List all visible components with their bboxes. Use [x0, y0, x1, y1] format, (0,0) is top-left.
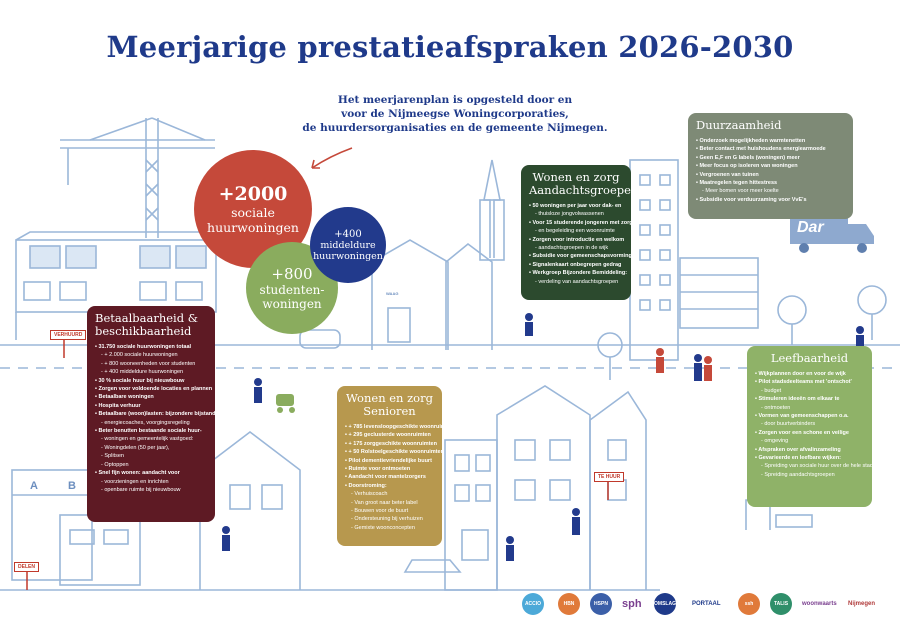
list-item: • + 50 Rolstoelgeschikte woonruimten: [345, 448, 434, 456]
list-item: • Signalenkaart onbegrepen gedrag: [529, 261, 623, 269]
circle-label: huurwoningen: [313, 250, 383, 262]
mid-rent-circle: [310, 207, 386, 283]
list-item: • Beter benutten bestaande sociale huur-: [95, 427, 207, 435]
partner-logo: [770, 592, 792, 616]
intro-text: [300, 93, 610, 135]
partner-logo: [622, 592, 642, 616]
logo-icon: sph: [622, 598, 642, 610]
list-item: - Spreiding van sociale huur over de hele stad: [755, 462, 864, 470]
list-item: • Pilot dementievriendelijke buurt: [345, 457, 434, 465]
list-item: • Vormen van gemeenschappen o.a.: [755, 412, 864, 420]
list-item: • Afspraken over afvalinzameling: [755, 446, 864, 454]
list-item: - woningen en gemeentelijk vastgoed:: [95, 435, 207, 443]
list-item: • Geen E,F en G labels (woningen) meer: [696, 154, 845, 162]
list-item: - + 2.000 sociale huurwoningen: [95, 351, 207, 359]
intro-line: voor de Nijmeegse Woningcorporaties,: [341, 108, 569, 120]
tower-windows: [640, 175, 670, 310]
list-item: - ontmoeten: [755, 404, 864, 412]
list-item: • Meer focus op isoleren van woningen: [696, 162, 845, 170]
list-item: • Aandacht voor mantelzorgers: [345, 473, 434, 481]
card-title-line: beschikbaarheid: [95, 324, 192, 338]
card-aandachtsgroepen: [521, 165, 639, 300]
list-item: - Woningdelen (50 per jaar),: [95, 444, 207, 452]
building-label: WAAG: [386, 291, 399, 296]
card-title-line: Betaalbaarheid &: [95, 311, 198, 325]
list-item: • Pilot stadsdeelteams met 'ontschot': [755, 378, 864, 386]
partner-logo: [590, 592, 612, 616]
list-item: • 30 % sociale huur bij nieuwbouw: [95, 377, 207, 385]
circle-label: huurwoningen: [207, 220, 299, 235]
card-betaalbaarheid: [87, 306, 218, 522]
list-item: • Betaalbare woningen: [95, 393, 207, 401]
sign-delen: DELEN: [14, 562, 39, 572]
list-item: • Doorstroming:: [345, 482, 434, 490]
card-list: [529, 202, 633, 286]
list-item: - Optoppen: [95, 461, 207, 469]
card-leefbaarheid: [747, 346, 872, 507]
list-item: • + 295 geclusterde woonruimten: [345, 431, 434, 439]
list-item: - Splitsen: [95, 452, 207, 460]
list-item: • Werkgroep Bijzondere Bemiddeling:: [529, 269, 623, 277]
card-list: [696, 137, 845, 204]
list-item: • Vergroenen van tuinen: [696, 171, 845, 179]
list-item: - thuisloze jongvolwassenen: [529, 210, 623, 218]
list-item: • Maatregelen tegen hittestress: [696, 179, 845, 187]
list-item: - aandachtsgroepen in de wijk: [529, 244, 623, 252]
list-item: • Ruimte voor ontmoeten: [345, 465, 434, 473]
logo-icon: ssh: [738, 593, 760, 615]
truck-label: Dar: [797, 219, 824, 236]
circle-number: +400: [334, 228, 362, 240]
list-item: - Ondersteuning bij verhuizen: [345, 515, 434, 523]
logo-icon: HBN: [558, 593, 580, 615]
card-list: [345, 423, 455, 532]
card-title-line: Aandachtsgroepen: [529, 183, 639, 197]
list-item: • Gevarieerde en leefbare wijken:: [755, 454, 864, 462]
sign-verhuurd: VERHUURD: [50, 330, 86, 340]
card-title-line: Wonen en zorg: [532, 170, 620, 184]
list-item: • Hospita verhuur: [95, 402, 207, 410]
partner-logo: [654, 592, 676, 616]
partner-logo: [522, 592, 544, 616]
intro-line: de huurdersorganisaties en de gemeente Nijmegen.: [302, 122, 608, 134]
card-title: [95, 312, 207, 338]
intro-line: Het meerjarenplan is opgesteld door en: [337, 94, 573, 106]
logo-icon: Nijmegen: [848, 601, 876, 607]
circle-label: studenten-: [259, 282, 325, 297]
list-item: - Spreiding aandachtsgroepen: [755, 471, 864, 479]
list-item: - voorzieningen en inrichten: [95, 478, 207, 486]
list-item: • + 785 levensloopgeschikte woonruimten: [345, 423, 434, 431]
list-item: • Subsidie voor gemeenschapsvorming: [529, 252, 623, 260]
list-item: • + 175 zorggeschikte woonruimten: [345, 440, 434, 448]
partner-logo: [558, 592, 580, 616]
card-duurzaamheid: [688, 113, 853, 219]
list-item: - en begeleiding een woonruimte: [529, 227, 623, 235]
card-list: [755, 370, 873, 479]
list-item: • Zorgen voor een schone en veilige: [755, 429, 864, 437]
letter-a: A: [30, 480, 38, 492]
circle-label: middeldure: [320, 239, 376, 251]
list-item: • Wijkplannen door en voor de wijk: [755, 370, 864, 378]
list-item: - Van groot naar beter label: [345, 499, 434, 507]
crane-icon: [60, 118, 215, 238]
logo-icon: ACCIO: [522, 593, 544, 615]
list-item: - door buurtverbinders: [755, 420, 864, 428]
list-item: - + 400 middeldure huurwoningen: [95, 368, 207, 376]
logo-icon: woonwaarts: [802, 601, 837, 607]
card-title: [529, 170, 639, 197]
list-item: • Beter contact met huishoudens energiearmoede: [696, 145, 845, 153]
person-icon: [525, 313, 533, 321]
partner-logo: [738, 592, 760, 616]
list-item: • Stimuleren ideeën om elkaar te: [755, 395, 864, 403]
card-title: Leefbaarheid: [770, 351, 849, 365]
list-item: • 31.750 sociale huurwoningen totaal: [95, 343, 207, 351]
list-item: • 50 woningen per jaar voor dak- en: [529, 202, 623, 210]
partner-logo: [848, 592, 875, 616]
logo-icon: TALIS: [770, 593, 792, 615]
circle-label: woningen: [262, 296, 322, 311]
list-item: • Voor 15 studerende jongeren met zorg: [529, 219, 623, 227]
circle-label: sociale: [231, 205, 275, 220]
list-item: - Verhuiscoach: [345, 490, 434, 498]
letter-b: B: [68, 480, 76, 492]
list-item: - verdeling van aandachtsgroepen: [529, 278, 623, 286]
list-item: • Zorgen voor voldoende locaties en plannen: [95, 385, 207, 393]
arrow-icon: [312, 148, 352, 168]
list-item: • Subsidie voor verduurzaming voor VvE's: [696, 196, 845, 204]
list-item: - Gemixte woonconcepten: [345, 524, 434, 532]
list-item: - Meer bomen voor meer koelte: [696, 187, 845, 195]
list-item: - openbare ruimte bij nieuwbouw: [95, 486, 207, 494]
card-title: Duurzaamheid: [696, 118, 782, 132]
logo-icon: PORTAAL: [692, 601, 721, 607]
partner-logos: [522, 592, 892, 616]
logo-icon: HSPN: [590, 593, 612, 615]
list-item: - Bouwen voor de buurt: [345, 507, 434, 515]
list-item: • Onderzoek mogelijkheden warmtenetten: [696, 137, 845, 145]
card-title: [345, 392, 434, 418]
partner-logo: [692, 592, 721, 616]
card-list: [95, 343, 218, 494]
sign-te-huur: TE HUUR: [594, 472, 624, 482]
list-item: - omgeving: [755, 437, 864, 445]
page-title: Meerjarige prestatieafspraken 2026-2030: [106, 30, 794, 64]
list-item: - + 800 wooneenheden voor studenten: [95, 360, 207, 368]
list-item: • Betaalbare (woon)lasten: bijzondere bijstand,: [95, 410, 207, 418]
card-title-line: Senioren: [363, 404, 416, 418]
list-item: • Snel fijn wonen: aandacht voor: [95, 469, 207, 477]
list-item: • Zorgen voor introductie en welkom: [529, 236, 623, 244]
circle-number: +2000: [218, 183, 288, 205]
card-senioren: [337, 386, 455, 546]
card-title-line: Wonen en zorg: [346, 391, 433, 405]
logo-icon: OMSLAG: [654, 593, 676, 615]
list-item: - budget: [755, 387, 864, 395]
circle-number: +800: [271, 264, 313, 283]
partner-logo: [802, 592, 837, 616]
list-item: - energiecoaches, voorgingsregeling: [95, 419, 207, 427]
